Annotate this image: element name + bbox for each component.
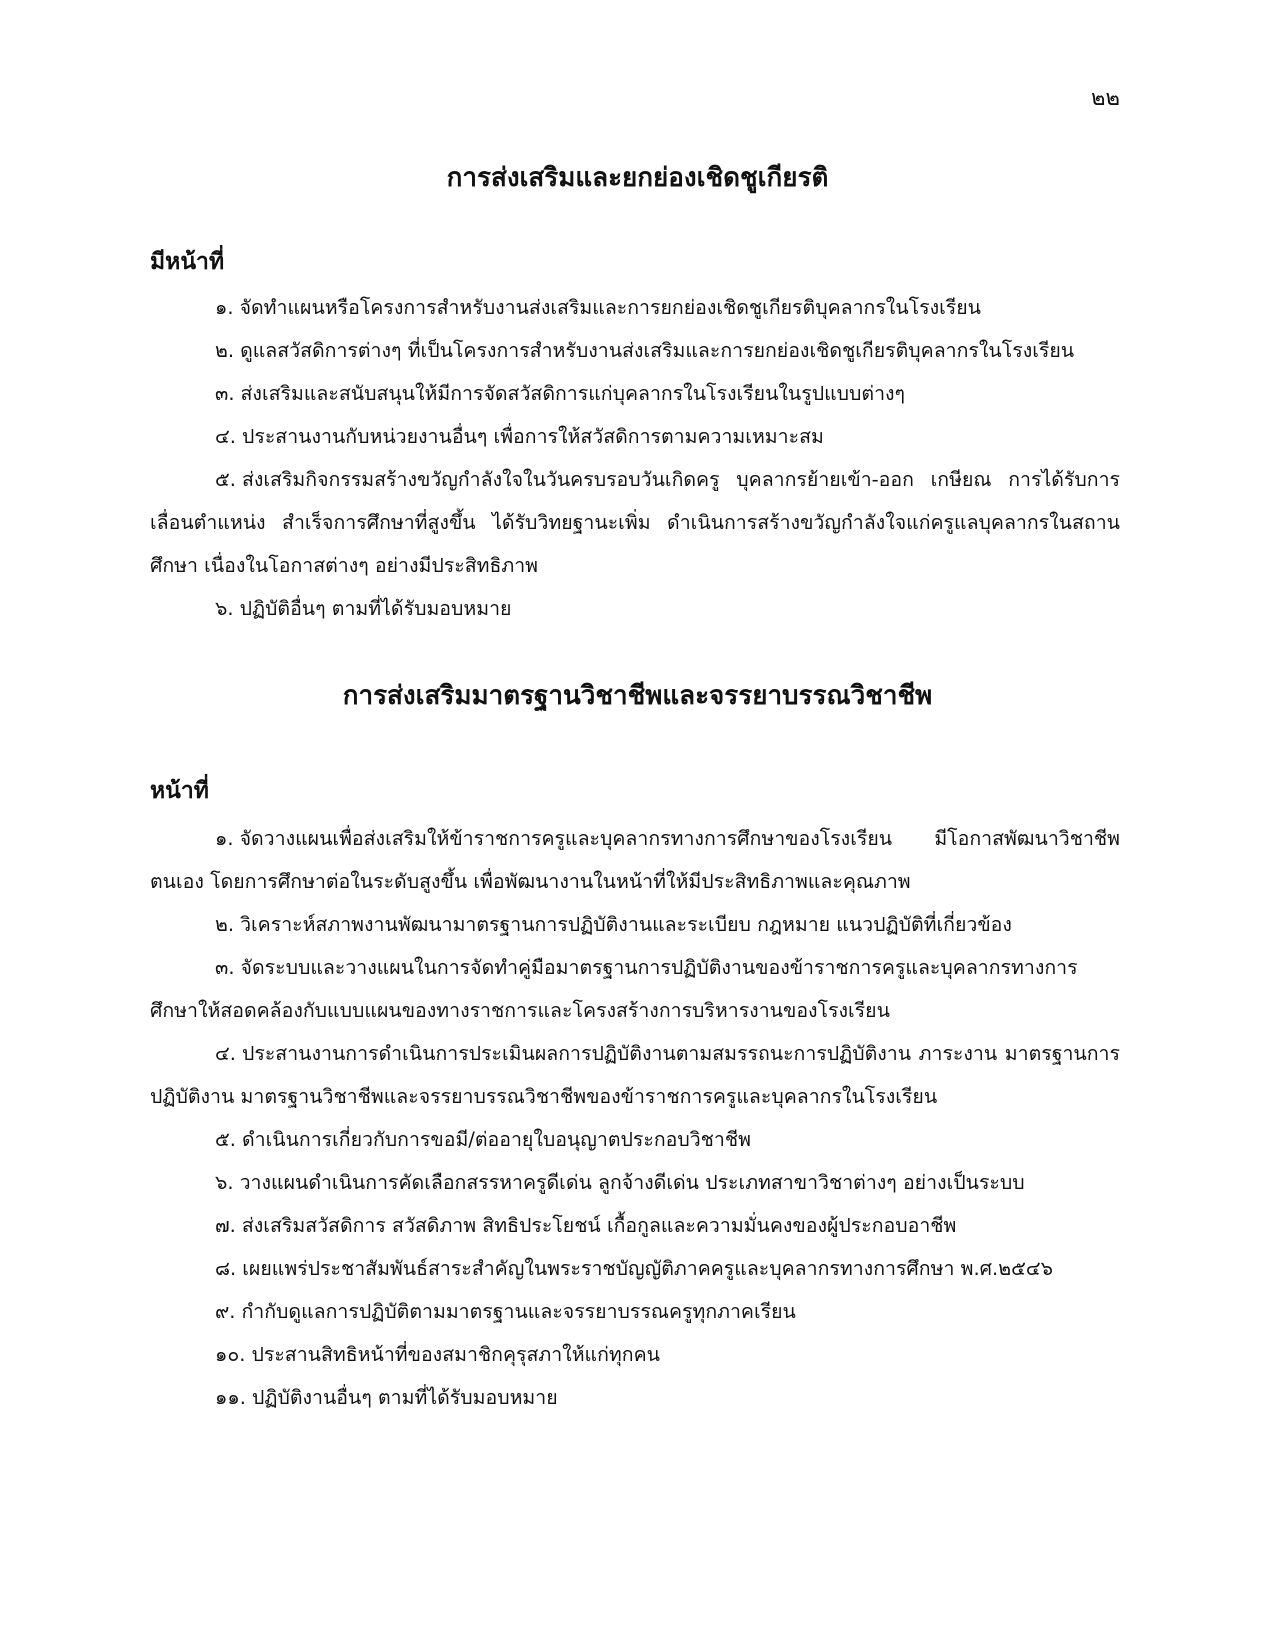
item-text: วางแผนดำเนินการคัดเลือกสรรหาครูดีเด่น ลูกจ้างดีเด่น ประเภทสาขาวิชาต่างๆ อย่างเป็นระบบ xyxy=(239,1171,1025,1194)
item-text: ประสานสิทธิหน้าที่ของสมาชิกคุรุสภาให้แก่ทุกคน xyxy=(251,1343,660,1366)
list-item xyxy=(150,1032,1120,1118)
item-text: ประสานงานกับหน่วยงานอื่นๆ เพื่อการให้สวัสดิการตามความเหมาะสม xyxy=(241,425,824,448)
item-text: จัดวางแผนเพื่อส่งเสริมให้ข้าราชการครูและบุคลากรทางการศึกษาของโรงเรียน มีโอกาสพัฒนาวิชาชีพตนเอง โดยการศึกษาต่อในระดับสูงขึ้น เพื่อพัฒนางานในหน้าที่ให้มีประสิทธิภาพและคุณภาพ xyxy=(150,827,1120,893)
item-number: ๙. xyxy=(215,1300,236,1323)
item-number: ๓. xyxy=(215,956,235,979)
item-text: ส่งเสริมสวัสดิการ สวัสดิภาพ สิทธิประโยชน์ เกื้อกูลและความมั่นคงของผู้ประกอบอาชีพ xyxy=(241,1214,957,1237)
list-item xyxy=(150,1204,1120,1247)
item-text: ประสานงานการดำเนินการประเมินผลการปฏิบัติงานตามสมรรถนะการปฏิบัติงาน ภาระงาน มาตรฐานการปฏิบัติงาน มาตรฐานวิชาชีพและจรรยาบรรณวิชาชีพของข้าราชการครูและบุคลากรในโรงเรียน xyxy=(150,1042,1120,1108)
item-number: ๖. xyxy=(215,1171,234,1194)
item-text: จัดระบบและวางแผนในการจัดทำคู่มือมาตรฐานการปฏิบัติงานของข้าราชการครูและบุคลากรทางการศึกษาให้สอดคล้องกับแบบแผนของทางราชการและโครงสร้างการบริหารงานของโรงเรียน xyxy=(150,956,1078,1022)
item-text: วิเคราะห์สภาพงานพัฒนามาตรฐานการปฏิบัติงานและระเบียบ กฎหมาย แนวปฏิบัติที่เกี่ยวข้อง xyxy=(240,913,1012,936)
list-item xyxy=(150,817,1120,903)
list-item xyxy=(150,1161,1120,1204)
item-number: ๓. xyxy=(215,382,235,405)
list-item xyxy=(150,329,1120,372)
list-item xyxy=(150,372,1120,415)
item-number: ๒. xyxy=(215,339,235,362)
section-title: การส่งเสริมมาตรฐานวิชาชีพและจรรยาบรรณวิชาชีพ xyxy=(342,681,933,711)
item-text: เผยแพร่ประชาสัมพันธ์สาระสำคัญในพระราชบัญญัติภาคครูและบุคลากรทางการศึกษา พ.ศ.๒๕๔๖ xyxy=(242,1257,1053,1280)
item-number: ๑๑. xyxy=(215,1386,246,1409)
duty-list xyxy=(150,817,1120,1419)
list-item xyxy=(150,1247,1120,1290)
list-item xyxy=(150,1376,1120,1419)
item-text: ส่งเสริมกิจกรรมสร้างขวัญกำลังใจในวันครบรอบวันเกิดครู บุคลากรย้ายเข้า-ออก เกษียณ การได้รับการเลื่อนตำแหน่ง สำเร็จการศึกษาที่สูงขึ้น ได้รับวิทยฐานะเพิ่ม ดำเนินการสร้างขวัญกำลังใจแก่ครูแลบุคลากรในสถานศึกษา เนื่องในโอกาสต่างๆ อย่างมีประสิทธิภาพ xyxy=(150,468,1120,577)
item-number: ๑. xyxy=(215,827,234,850)
item-number: ๕. xyxy=(215,1128,236,1151)
list-item xyxy=(150,587,1120,630)
list-item xyxy=(150,1118,1120,1161)
item-text: ดำเนินการเกี่ยวกับการขอมี/ต่ออายุใบอนุญาตประกอบวิชาชีพ xyxy=(241,1128,751,1151)
list-item xyxy=(150,903,1120,946)
list-item xyxy=(150,1290,1120,1333)
section-heading: มีหน้าที่ xyxy=(150,249,225,275)
item-text: จัดทำแผนหรือโครงการสำหรับงานส่งเสริมและการยกย่องเชิดชูเกียรติบุคลากรในโรงเรียน xyxy=(239,296,982,319)
item-number: ๖. xyxy=(215,597,234,620)
list-item xyxy=(150,458,1120,587)
list-item xyxy=(150,286,1120,329)
item-number: ๑๐. xyxy=(215,1343,246,1366)
item-text: ดูแลสวัสดิการต่างๆ ที่เป็นโครงการสำหรับงานส่งเสริมและการยกย่องเชิดชูเกียรติบุคลากรในโรงเรียน xyxy=(240,339,1075,362)
item-number: ๔. xyxy=(215,425,236,448)
section-title: การส่งเสริมและยกย่องเชิดชูเกียรติ xyxy=(446,163,829,193)
item-text: ปฏิบัติอื่นๆ ตามที่ได้รับมอบหมาย xyxy=(239,597,512,620)
list-item xyxy=(150,946,1120,1032)
item-text: ปฏิบัติงานอื่นๆ ตามที่ได้รับมอบหมาย xyxy=(251,1386,558,1409)
item-number: ๕. xyxy=(215,468,236,491)
item-number: ๗. xyxy=(215,1214,236,1237)
item-text: ส่งเสริมและสนับสนุนให้มีการจัดสวัสดิการแก่บุคลากรในโรงเรียนในรูปแบบต่างๆ xyxy=(240,382,906,405)
duty-list xyxy=(150,286,1120,630)
item-number: ๑. xyxy=(215,296,234,319)
item-number: ๒. xyxy=(215,913,235,936)
item-number: ๔. xyxy=(215,1042,236,1065)
list-item xyxy=(150,1333,1120,1376)
page-number: ๒๒ xyxy=(1090,86,1120,111)
item-text: กำกับดูแลการปฏิบัติตามมาตรฐานและจรรยาบรรณครูทุกภาคเรียน xyxy=(241,1300,796,1323)
section-heading: หน้าที่ xyxy=(150,778,209,804)
list-item xyxy=(150,415,1120,458)
item-number: ๘. xyxy=(215,1257,237,1280)
